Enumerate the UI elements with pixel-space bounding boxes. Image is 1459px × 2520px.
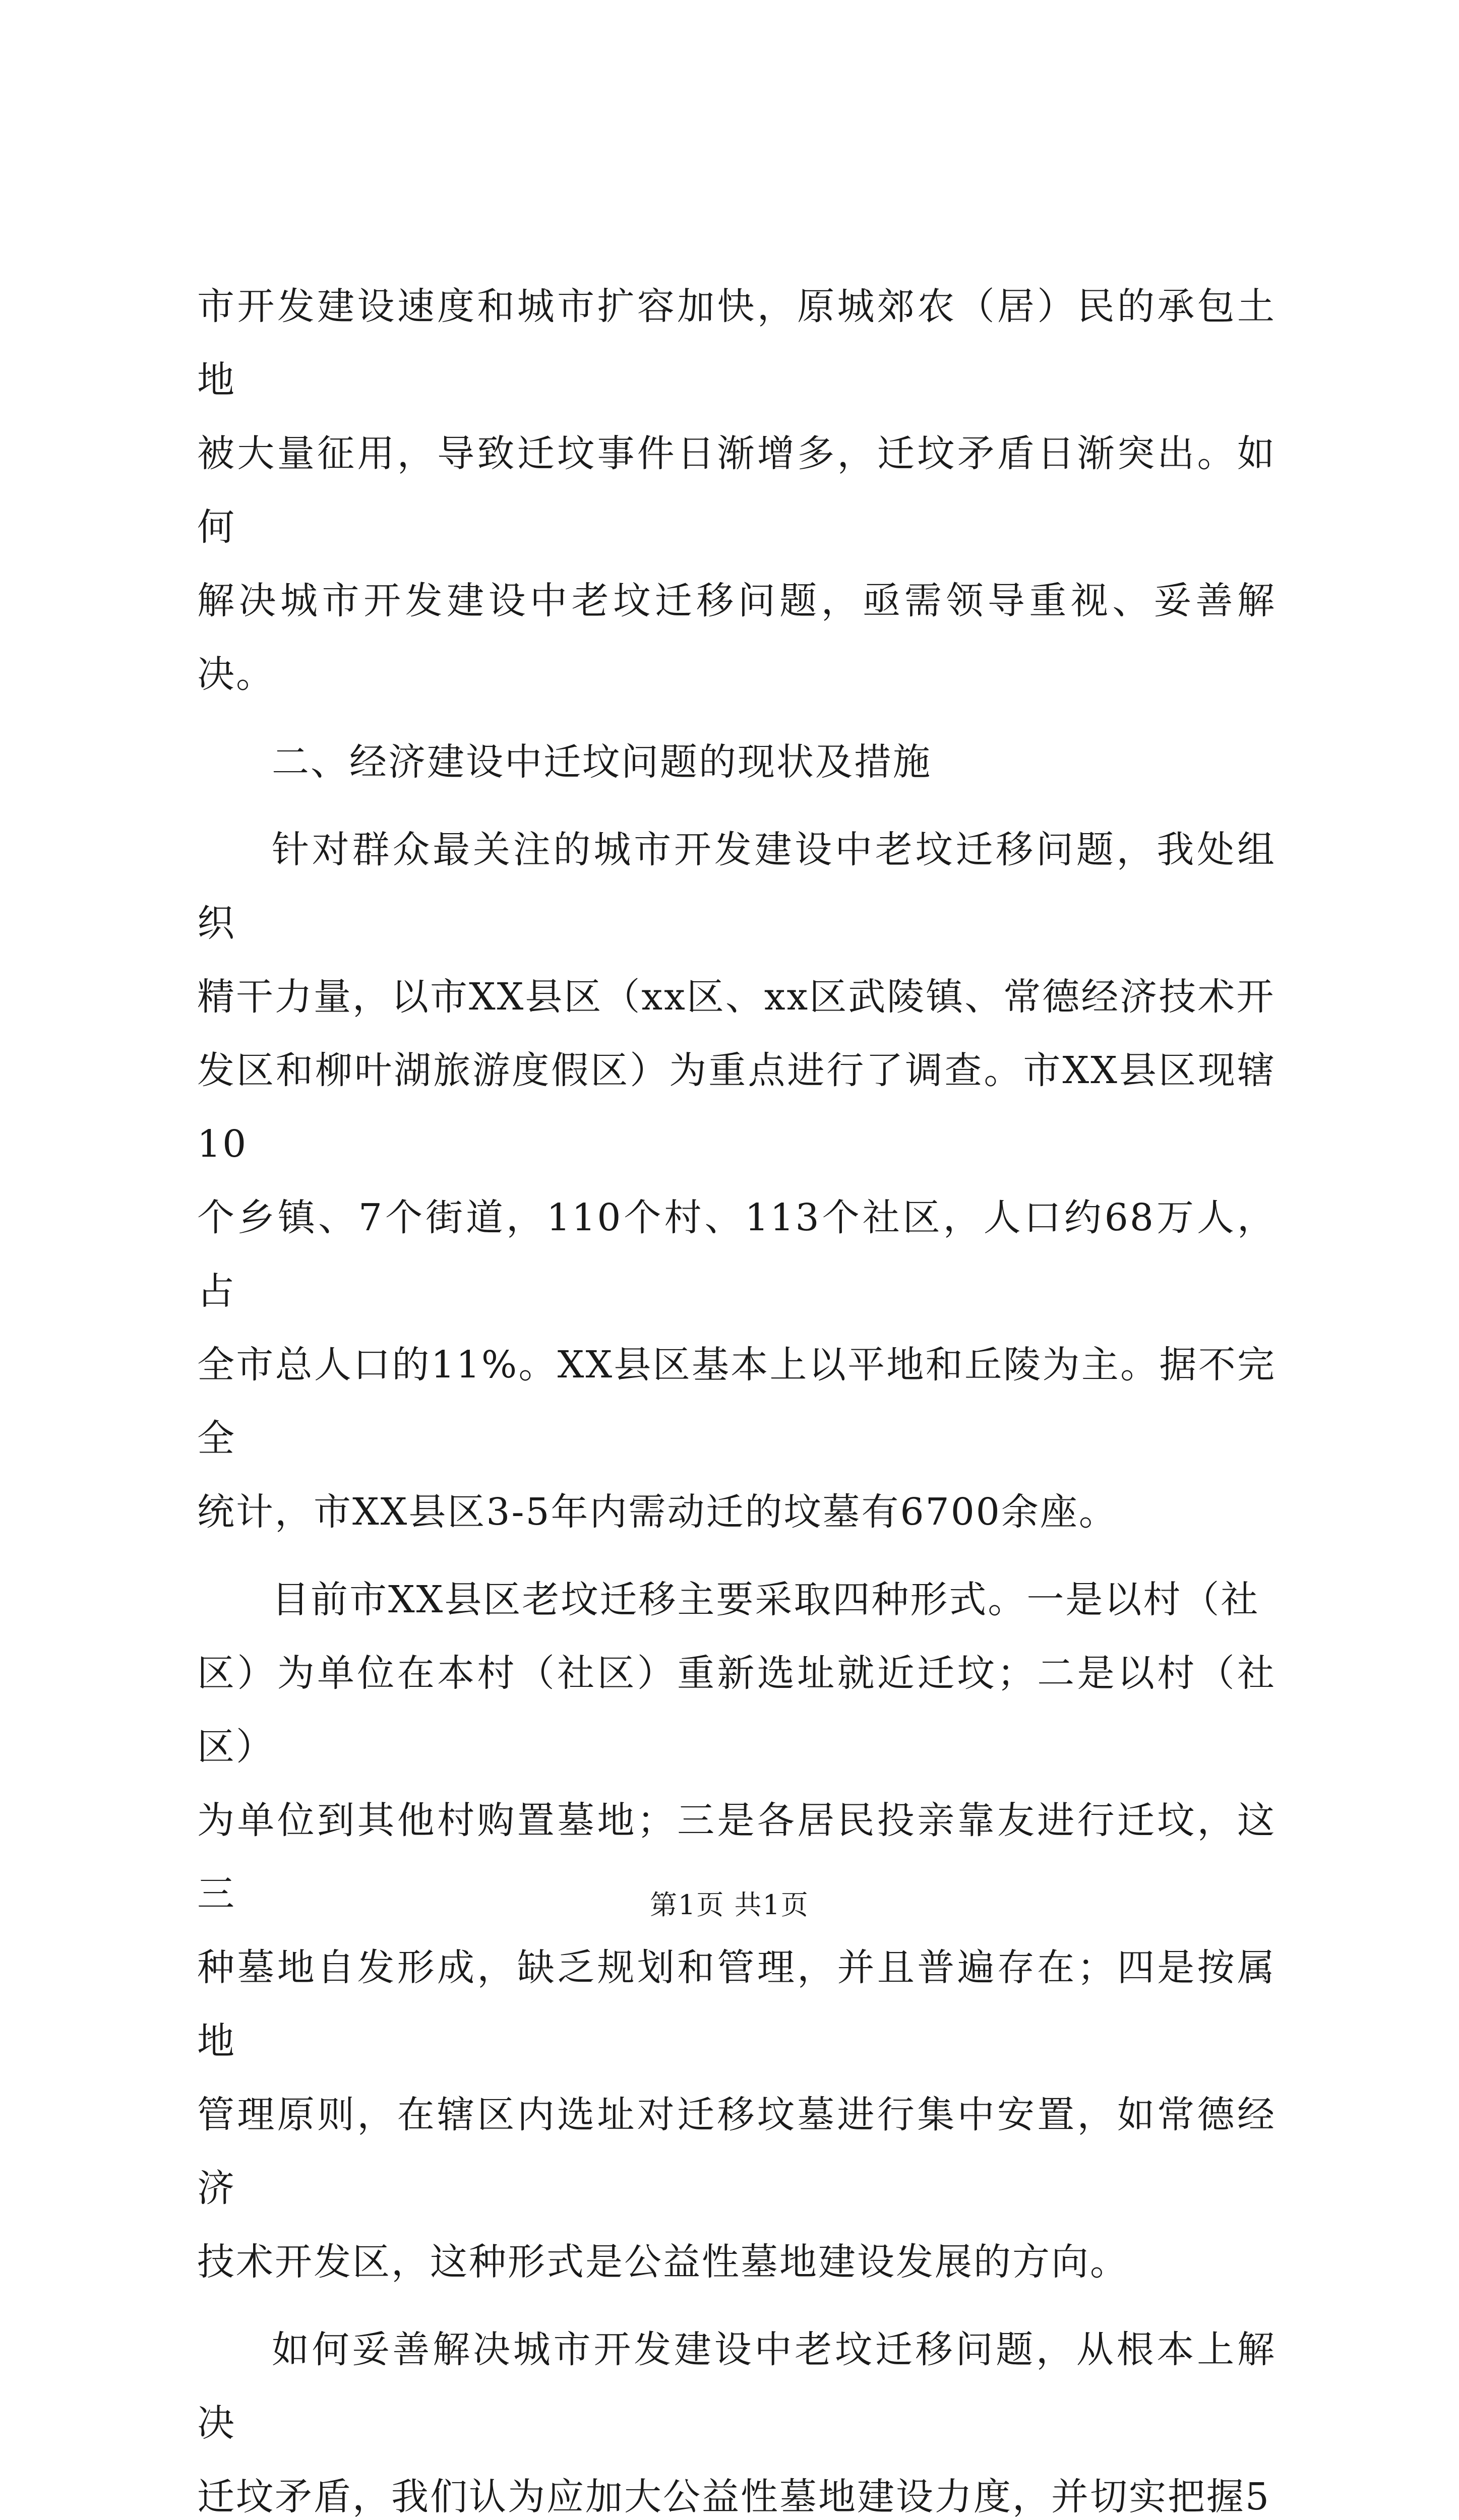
paragraph-survey bbox=[197, 813, 1276, 1549]
text-line: 技术开发区，这种形式是公益性墓地建设发展的方向。 bbox=[197, 2240, 1129, 2284]
text-line: 个乡镇、7个街道，110个村、113个社区，人口约68万人，占 bbox=[197, 1196, 1276, 1313]
paragraph-continuation bbox=[197, 270, 1276, 711]
text-line: 二、经济建设中迁坟问题的现状及措施 bbox=[272, 740, 932, 784]
page-footer bbox=[0, 1887, 1459, 1923]
text-line: 统计，市XX县区3-5年内需动迁的坟墓有6700余座。 bbox=[197, 1490, 1118, 1534]
page-number-label: 第1页 共1页 bbox=[650, 1889, 809, 1921]
document-body bbox=[197, 270, 1276, 2520]
text-line: 区）为单位在本村（社区）重新选址就近迁坟；二是以村（社区） bbox=[197, 1652, 1276, 1769]
text-line: 市开发建设速度和城市扩容加快，原城郊农（居）民的承包土地 bbox=[197, 285, 1276, 402]
text-line: 全市总人口的11%。XX县区基本上以平地和丘陵为主。据不完全 bbox=[197, 1343, 1276, 1460]
text-line: 管理原则，在辖区内选址对迁移坟墓进行集中安置，如常德经济 bbox=[197, 2093, 1276, 2210]
text-line: 被大量征用，导致迁坟事件日渐增多，迁坟矛盾日渐突出。如何 bbox=[197, 432, 1276, 549]
text-line: 如何妥善解决城市开发建设中老坟迁移问题，从根本上解决 bbox=[197, 2328, 1276, 2445]
paragraph-forms bbox=[197, 1563, 1276, 2299]
text-line: 解决城市开发建设中老坟迁移问题，亟需领导重视、妥善解决。 bbox=[197, 579, 1276, 696]
text-line: 发区和柳叶湖旅游度假区）为重点进行了调查。市XX县区现辖10 bbox=[197, 1049, 1276, 1166]
paragraph-key-points bbox=[197, 2313, 1276, 2520]
text-line: 针对群众最关注的城市开发建设中老坟迁移问题，我处组织 bbox=[197, 828, 1276, 945]
text-line: 精干力量，以市XX县区（xx区、xx区武陵镇、常德经济技术开 bbox=[197, 975, 1275, 1019]
text-line: 为单位到其他村购置墓地；三是各居民投亲靠友进行迁坟，这三 bbox=[197, 1799, 1276, 1916]
text-line: 目前市XX县区老坟迁移主要采取四种形式。一是以村（社 bbox=[272, 1578, 1260, 1621]
text-line: 种墓地自发形成，缺乏规划和管理，并且普遍存在；四是按属地 bbox=[197, 1946, 1276, 2063]
section-heading bbox=[197, 725, 1276, 799]
text-line: 迁坟矛盾，我们认为应加大公益性墓地建设力度，并切实把握5 bbox=[197, 2475, 1271, 2518]
